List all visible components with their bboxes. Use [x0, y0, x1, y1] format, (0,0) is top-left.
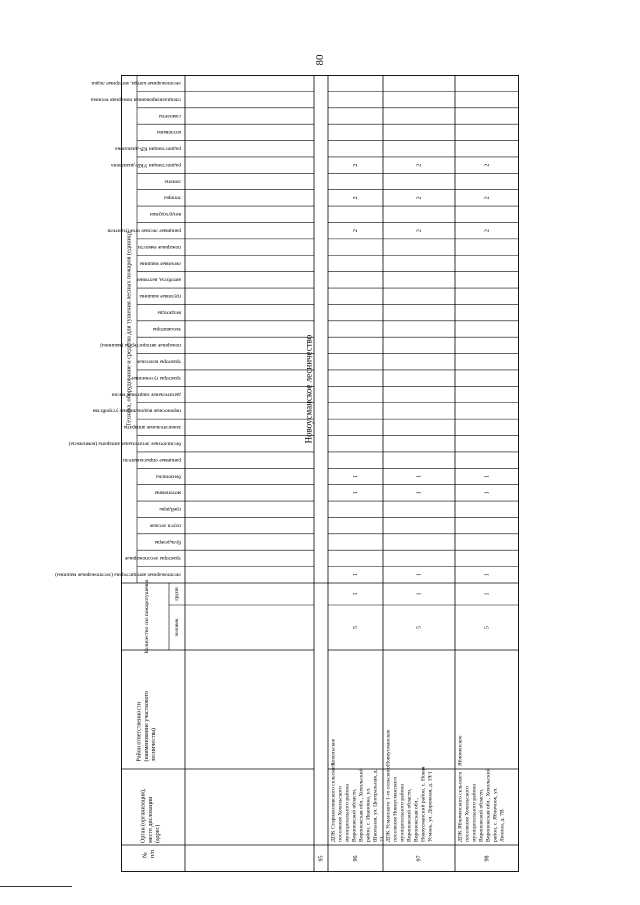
equipment-header: дыхательные защитные маски — [111, 391, 181, 398]
text-line: Хохольское — [330, 738, 337, 766]
equipment-value: 2 — [352, 163, 359, 167]
equipment-value: 2 — [484, 229, 491, 233]
equipment-header: пожарные емкости — [137, 243, 181, 250]
equipment-value: 2 — [484, 163, 491, 167]
groups-header: групп — [174, 587, 181, 601]
people-header: человек — [174, 618, 181, 637]
equipment-value: 1 — [352, 573, 359, 577]
text-line: муниципального района — [344, 784, 351, 842]
people-cell: 5 — [484, 626, 491, 629]
equipment-header: ранцевые опрыскиватели — [122, 456, 181, 463]
equipment-header: радиостанции КВ-диапазона — [115, 145, 181, 152]
equipment-header: плуги лесные — [149, 522, 181, 529]
groups-cell: 1 — [352, 592, 359, 596]
equipment-header: ранцевые лесные огнетушители — [107, 227, 181, 234]
text-line: поселения Хохольского — [337, 786, 344, 842]
equipment-header: пожарные автоцистерны (машины) — [100, 342, 181, 349]
equipment-header: автобусы, вахтовки — [136, 276, 181, 283]
text-line: поселения Новоусманского — [392, 776, 399, 842]
row-number: 96 — [352, 855, 359, 862]
text-line: район, с. Ивановка, ул. — [365, 787, 372, 842]
equipment-header: экскаваторы — [152, 325, 181, 332]
text-line: п/п — [149, 849, 156, 858]
text-line: Орган (организация), — [140, 788, 147, 843]
equipment-header: самолеты — [159, 112, 181, 119]
equipment-value: 2 — [416, 229, 423, 233]
equipment-value: 1 — [484, 573, 491, 577]
equipment-header: грузовые машины — [139, 292, 181, 299]
org-cell — [456, 768, 505, 842]
equipment-header: топоры — [164, 194, 181, 201]
equipment-value: 1 — [352, 474, 359, 478]
text-line: муниципального района — [399, 784, 406, 842]
groups-cell: 1 — [484, 592, 491, 596]
district-cell — [456, 735, 463, 766]
forces-header: Количество сил пожаротушения — [144, 579, 151, 654]
text-line: Район ответственности — [136, 702, 143, 762]
equipment-header: лопаты — [164, 178, 181, 185]
equipment-header: тракторы колесные — [136, 358, 181, 365]
equipment-value: 1 — [416, 474, 423, 478]
row-number: 97 — [416, 855, 423, 862]
district-cell — [385, 729, 391, 766]
equipment-table — [55, 75, 519, 872]
equipment-header: мотопомпы — [154, 489, 181, 496]
equipment-value: 1 — [416, 573, 423, 577]
people-cell: 5 — [352, 626, 359, 629]
equipment-value: 2 — [484, 196, 491, 200]
equipment-header: специализированная пожарная техника — [90, 96, 181, 103]
text-line: поселения Хохольского — [464, 786, 471, 842]
text-line: ДПК Усманского 1-го сельского — [385, 766, 392, 842]
page-number-text: 80 — [314, 54, 326, 66]
row-number: 98 — [484, 855, 491, 862]
equipment-header: котлованы — [157, 129, 181, 136]
equipment-header: тракторы гусеничные — [131, 374, 181, 381]
equipment-value: 2 — [416, 196, 423, 200]
district-cell — [330, 738, 336, 766]
text-line: муниципального района — [471, 784, 478, 842]
text-line: Яблоченское — [457, 735, 464, 766]
equipment-group-header: Техника, оборудование и средства для тушения лесных пожаров (единиц) — [125, 231, 133, 427]
equipment-header: зажигательные аппараты — [123, 424, 181, 431]
text-line: лесничества) — [151, 728, 158, 762]
equipment-value: 1 — [352, 491, 359, 495]
text-line: (адрес) — [155, 824, 162, 843]
text-line: Воронежской области, — [406, 788, 413, 842]
equipment-value: 1 — [484, 474, 491, 478]
table-sheet — [55, 75, 519, 872]
text-line: ДПК Яблоченского сельского — [457, 771, 464, 842]
equipment-header: лесопожарные катера, моторные лодки — [91, 79, 181, 86]
equipment-header: бензопилы — [156, 473, 181, 480]
equipment-header: грейдеры — [159, 506, 181, 513]
equipment-value: 1 — [416, 491, 423, 495]
org-cell — [385, 766, 433, 842]
equipment-value: 2 — [352, 229, 359, 233]
text-line: ДПК Старожиловского сельского — [330, 762, 337, 842]
text-line: Усмань, ул. Дорожная, д. 19/1 — [427, 771, 434, 842]
district-header — [135, 691, 157, 761]
footer-rule — [0, 886, 72, 887]
equipment-value: 2 — [352, 196, 359, 200]
text-line: (наименование участкового — [143, 691, 150, 762]
equipment-header: бульдозеры — [154, 538, 181, 545]
groups-cell: 1 — [416, 592, 423, 596]
equipment-header: радиостанции УКВ-диапазона — [111, 161, 181, 168]
equipment-value: 2 — [416, 163, 423, 167]
people-cell: 5 — [416, 626, 423, 629]
text-line: № — [142, 852, 149, 858]
equipment-header: переносные водоналивные устройства — [92, 407, 181, 414]
text-line: место дислокации — [147, 796, 154, 843]
text-line: Воронежской области, — [478, 788, 485, 842]
row-number: 95 — [318, 855, 325, 862]
text-line: Ленина, д. 7В — [499, 809, 506, 842]
equipment-header: тракторы лесопожарные — [124, 555, 181, 562]
text-line: Новоусманское — [385, 729, 392, 766]
text-line: Воронежская обл., Хохольский — [358, 768, 365, 842]
equipment-header: лесопожарные автоцистерны (лесопожарные машины) — [55, 571, 181, 578]
text-line: Новоусманский район, с. Новая — [420, 766, 427, 842]
equipment-header: беспилотные летательные аппараты (комплексы) — [68, 440, 181, 447]
text-line: Школьная, ул. Центральная, д. — [372, 769, 379, 842]
equipment-value: 1 — [484, 491, 491, 495]
text-line: район, с. Яблочное, ул. — [492, 787, 499, 842]
equipment-header: легковые машины — [139, 260, 181, 267]
num-header — [142, 849, 155, 858]
text-line: Воронежская обл., — [413, 797, 420, 842]
org-header — [139, 788, 161, 843]
text-line: 21 — [379, 836, 386, 842]
text-line: Воронежской области, — [351, 788, 358, 842]
equipment-header: воздуходувки — [149, 211, 181, 218]
equipment-header: вездеходы — [157, 309, 181, 316]
text-line: Воронежская обл., Хохольский — [485, 768, 492, 842]
section-title: Новоусманское лесничество — [303, 334, 314, 444]
org-cell — [330, 763, 385, 842]
